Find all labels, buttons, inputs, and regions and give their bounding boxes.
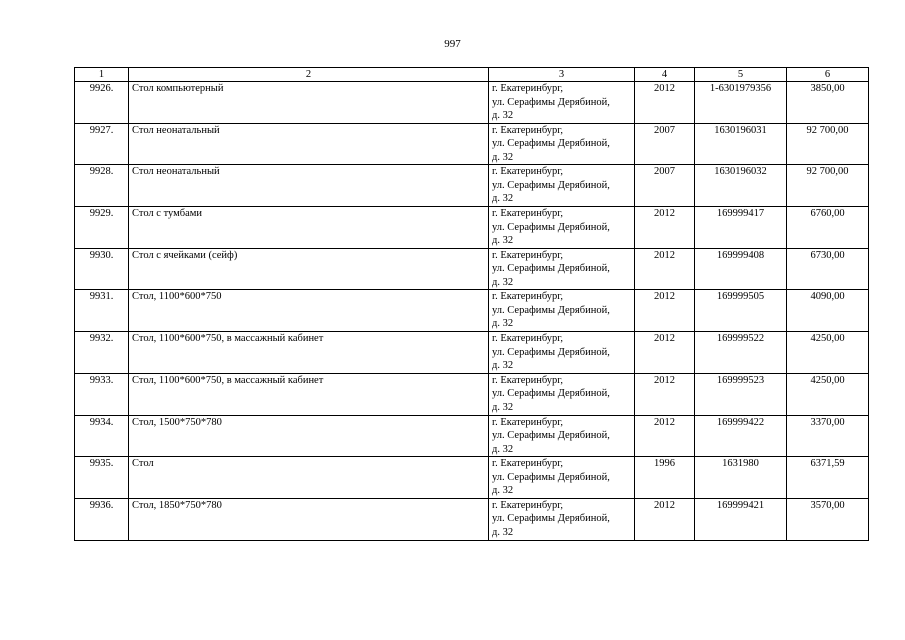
table-row bbox=[75, 82, 869, 124]
address-line: д. 32 bbox=[492, 485, 514, 497]
row-number: 9926. bbox=[75, 82, 129, 124]
item-address bbox=[489, 248, 635, 290]
address-line: д. 32 bbox=[492, 151, 514, 163]
address-line: ул. Серафимы Дерябиной, bbox=[492, 346, 610, 358]
address-line: г. Екатеринбург, bbox=[492, 374, 564, 386]
item-name: Стол, 1100*600*750, в массажный кабинет bbox=[129, 373, 489, 415]
address-line: ул. Серафимы Дерябиной, bbox=[492, 388, 610, 400]
row-number: 9931. bbox=[75, 290, 129, 332]
item-year: 1996 bbox=[635, 457, 695, 499]
item-address bbox=[489, 82, 635, 124]
address-line: д. 32 bbox=[492, 526, 514, 538]
item-cost: 6371,59 bbox=[787, 457, 869, 499]
table-row bbox=[75, 332, 869, 374]
table-row bbox=[75, 248, 869, 290]
address-line: ул. Серафимы Дерябиной, bbox=[492, 430, 610, 441]
item-cost: 3850,00 bbox=[787, 82, 869, 124]
column-header: 2 bbox=[129, 68, 489, 82]
row-number: 9934. bbox=[75, 415, 129, 457]
address-line: д. 32 bbox=[492, 235, 514, 247]
item-inventory-number: 169999505 bbox=[695, 290, 787, 332]
table-header-row bbox=[75, 68, 869, 82]
address-line: д. 32 bbox=[492, 401, 514, 413]
item-cost: 92 700,00 bbox=[787, 165, 869, 207]
item-year: 2012 bbox=[635, 332, 695, 374]
item-address bbox=[489, 165, 635, 207]
row-number: 9927. bbox=[75, 123, 129, 165]
item-name: Стол, 1500*750*780 bbox=[129, 415, 489, 457]
row-number: 9935. bbox=[75, 457, 129, 499]
item-cost: 92 700,00 bbox=[787, 123, 869, 165]
table-row bbox=[75, 457, 869, 499]
address-line: д. 32 bbox=[492, 443, 514, 455]
item-inventory-number: 169999421 bbox=[695, 498, 787, 540]
table-body bbox=[75, 82, 869, 541]
address-line: г. Екатеринбург, bbox=[492, 124, 564, 136]
item-inventory-number: 1631980 bbox=[695, 457, 787, 499]
item-address bbox=[489, 332, 635, 374]
address-line: г. Екатеринбург, bbox=[492, 166, 564, 178]
address-line: ул. Серафимы Дерябиной, bbox=[492, 304, 610, 316]
item-address bbox=[489, 457, 635, 499]
table-row bbox=[75, 123, 869, 165]
item-name: Стол bbox=[129, 457, 489, 499]
item-address bbox=[489, 123, 635, 165]
item-year: 2012 bbox=[635, 290, 695, 332]
table-row bbox=[75, 373, 869, 415]
item-cost: 3370,00 bbox=[787, 415, 869, 457]
address-line: ул. Серафимы Дерябиной, bbox=[492, 471, 610, 483]
address-line: г. Екатеринбург, bbox=[492, 208, 564, 220]
column-header: 1 bbox=[75, 68, 129, 82]
row-number: 9932. bbox=[75, 332, 129, 374]
item-inventory-number: 169999408 bbox=[695, 248, 787, 290]
item-address bbox=[489, 415, 635, 457]
item-name: Стол, 1100*600*750, в массажный кабинет bbox=[129, 332, 489, 374]
item-year: 2012 bbox=[635, 373, 695, 415]
item-year: 2007 bbox=[635, 123, 695, 165]
address-line: ул. Серафимы Дерябиной, bbox=[492, 138, 610, 150]
address-line: ул. Серафимы Дерябиной, bbox=[492, 179, 610, 191]
table-row bbox=[75, 498, 869, 540]
item-inventory-number: 169999422 bbox=[695, 415, 787, 457]
item-inventory-number: 169999417 bbox=[695, 207, 787, 249]
table-row bbox=[75, 415, 869, 457]
address-line: д. 32 bbox=[492, 110, 514, 121]
item-inventory-number: 1630196032 bbox=[695, 165, 787, 207]
item-inventory-number: 169999523 bbox=[695, 373, 787, 415]
item-inventory-number: 1-6301979356 bbox=[695, 82, 787, 124]
column-header: 5 bbox=[695, 68, 787, 82]
address-line: г. Екатеринбург, bbox=[492, 83, 564, 94]
item-year: 2012 bbox=[635, 415, 695, 457]
address-line: г. Екатеринбург, bbox=[492, 416, 564, 428]
item-year: 2012 bbox=[635, 498, 695, 540]
item-name: Стол неонатальный bbox=[129, 165, 489, 207]
column-header: 4 bbox=[635, 68, 695, 82]
column-header: 6 bbox=[787, 68, 869, 82]
address-line: г. Екатеринбург, bbox=[492, 249, 564, 261]
item-cost: 6760,00 bbox=[787, 207, 869, 249]
address-line: ул. Серафимы Дерябиной, bbox=[492, 263, 610, 275]
address-line: г. Екатеринбург, bbox=[492, 499, 564, 511]
table-row bbox=[75, 207, 869, 249]
item-name: Стол с тумбами bbox=[129, 207, 489, 249]
item-address bbox=[489, 498, 635, 540]
row-number: 9930. bbox=[75, 248, 129, 290]
page-number: 997 bbox=[444, 38, 461, 50]
item-address bbox=[489, 373, 635, 415]
item-year: 2007 bbox=[635, 165, 695, 207]
item-cost: 3570,00 bbox=[787, 498, 869, 540]
item-year: 2012 bbox=[635, 248, 695, 290]
property-table bbox=[74, 67, 869, 541]
address-line: г. Екатеринбург, bbox=[492, 458, 564, 470]
address-line: д. 32 bbox=[492, 360, 514, 372]
item-name: Стол неонатальный bbox=[129, 123, 489, 165]
row-number: 9936. bbox=[75, 498, 129, 540]
address-line: ул. Серафимы Дерябиной, bbox=[492, 96, 610, 108]
column-header: 3 bbox=[489, 68, 635, 82]
item-cost: 4090,00 bbox=[787, 290, 869, 332]
item-address bbox=[489, 290, 635, 332]
address-line: г. Екатеринбург, bbox=[492, 291, 564, 303]
address-line: д. 32 bbox=[492, 276, 514, 288]
item-name: Стол с ячейками (сейф) bbox=[129, 248, 489, 290]
table-row bbox=[75, 165, 869, 207]
address-line: д. 32 bbox=[492, 318, 514, 330]
row-number: 9933. bbox=[75, 373, 129, 415]
item-cost: 4250,00 bbox=[787, 332, 869, 374]
item-inventory-number: 1630196031 bbox=[695, 123, 787, 165]
item-inventory-number: 169999522 bbox=[695, 332, 787, 374]
item-name: Стол, 1100*600*750 bbox=[129, 290, 489, 332]
item-cost: 6730,00 bbox=[787, 248, 869, 290]
item-cost: 4250,00 bbox=[787, 373, 869, 415]
address-line: д. 32 bbox=[492, 193, 514, 205]
address-line: ул. Серафимы Дерябиной, bbox=[492, 513, 610, 525]
row-number: 9929. bbox=[75, 207, 129, 249]
item-year: 2012 bbox=[635, 82, 695, 124]
address-line: г. Екатеринбург, bbox=[492, 333, 564, 345]
item-name: Стол, 1850*750*780 bbox=[129, 498, 489, 540]
table-row bbox=[75, 290, 869, 332]
item-address bbox=[489, 207, 635, 249]
item-name: Стол компьютерный bbox=[129, 82, 489, 124]
item-year: 2012 bbox=[635, 207, 695, 249]
address-line: ул. Серафимы Дерябиной, bbox=[492, 221, 610, 233]
row-number: 9928. bbox=[75, 165, 129, 207]
